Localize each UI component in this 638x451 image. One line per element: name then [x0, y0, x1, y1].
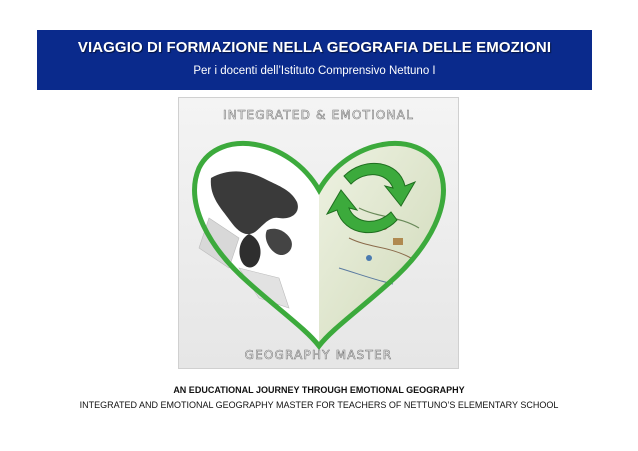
logo-bottom-text: GEOGRAPHY MASTER	[244, 348, 393, 362]
page-title: VIAGGIO DI FORMAZIONE NELLA GEOGRAFIA DELLE EMOZIONI	[77, 39, 552, 56]
logo-top-text: INTEGRATED & EMOTIONAL	[223, 108, 414, 122]
page-subtitle: Per i docenti dell’Istituto Comprensivo Nettuno I	[193, 65, 436, 77]
caption-english-title: AN EDUCATIONAL JOURNEY THROUGH EMOTIONAL GEOGRAPHY	[173, 385, 465, 395]
logo-image	[178, 97, 459, 369]
heart-logo-graphic	[179, 98, 459, 369]
title-banner	[37, 30, 592, 90]
caption-english-subtitle: INTEGRATED AND EMOTIONAL GEOGRAPHY MASTER FOR TEACHERS OF NETTUNO’S ELEMENTARY SCHOOL	[79, 400, 559, 410]
